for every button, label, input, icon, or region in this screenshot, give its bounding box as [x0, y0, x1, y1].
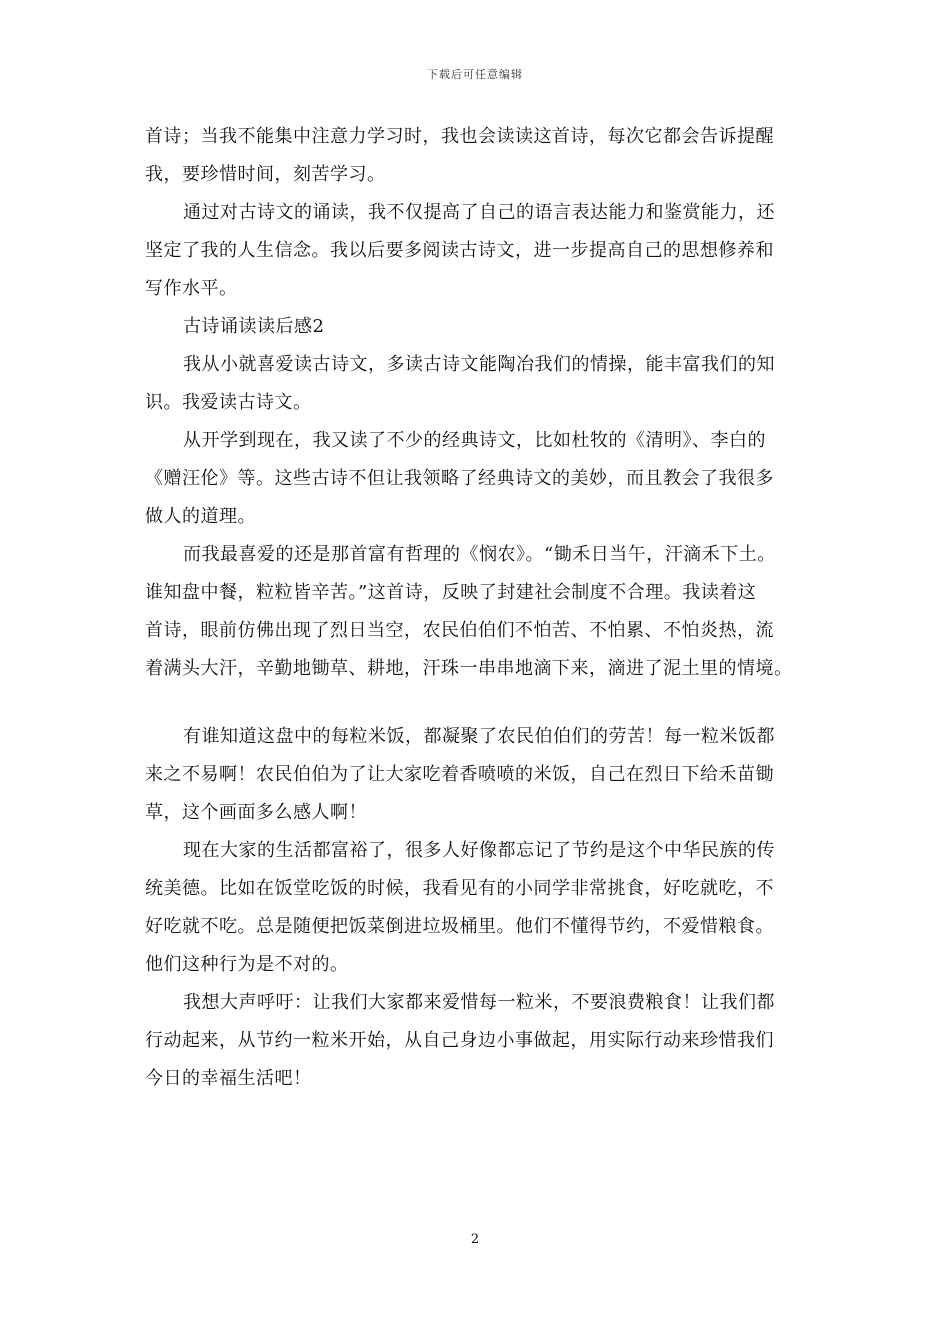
text-line: 写作水平。: [145, 278, 238, 299]
text-line: 《赠汪伦》等。这些古诗不但让我领略了经典诗文的美妙，而且教会了我很多: [145, 468, 774, 489]
text-line: 而我最喜爱的还是那首富有哲理的《悯农》。“锄禾日当午，汗滴禾下土。: [183, 544, 776, 565]
page-number: 2: [470, 1232, 480, 1247]
text-line: 着满头大汗，辛勤地锄草、耕地，汗珠一串串地滴下来，滴进了泥土里的情境。: [145, 658, 793, 679]
text-line: 行动起来，从节约一粒米开始，从自己身边小事做起，用实际行动来珍惜我们: [145, 1030, 774, 1051]
text-line: 通过对古诗文的诵读，我不仅提高了自己的语言表达能力和鉴赏能力，还: [183, 202, 775, 223]
page-header: 下载后可任意编辑: [427, 68, 523, 81]
text-line: 识。我爱读古诗文。: [145, 392, 312, 413]
section-heading: 古诗诵读读后感2: [183, 316, 325, 337]
text-line: 我想大声呼吁：让我们大家都来爱惜每一粒米，不要浪费粮食！让我们都: [183, 992, 775, 1013]
text-line: 统美德。比如在饭堂吃饭的时候，我看见有的小同学非常挑食，好吃就吃，不: [145, 878, 774, 899]
text-line: 来之不易啊！农民伯伯为了让大家吃着香喷喷的米饭，自己在烈日下给禾苗锄: [145, 764, 774, 785]
text-line: 做人的道理。: [145, 506, 256, 527]
text-line: 我从小就喜爱读古诗文，多读古诗文能陶冶我们的情操，能丰富我们的知: [183, 354, 775, 375]
document-body: [145, 118, 815, 1098]
text-line: 坚定了我的人生信念。我以后要多阅读古诗文，进一步提高自己的思想修养和: [145, 240, 774, 261]
text-line: 现在大家的生活都富裕了，很多人好像都忘记了节约是这个中华民族的传: [183, 840, 775, 861]
text-line: 有谁知道这盘中的每粒米饭，都凝聚了农民伯伯们的劳苦！每一粒米饭都: [183, 726, 775, 747]
text-line: 我，要珍惜时间，刻苦学习。: [145, 164, 386, 185]
paragraph-gap: [145, 688, 815, 718]
text-line: 草，这个画面多么感人啊！: [145, 802, 367, 823]
text-line: 首诗；当我不能集中注意力学习时，我也会读读这首诗，每次它都会告诉提醒: [145, 126, 774, 147]
text-line: 他们这种行为是不对的。: [145, 954, 349, 975]
text-line: 首诗，眼前仿佛出现了烈日当空，农民伯伯们不怕苦、不怕累、不怕炎热，流: [145, 620, 774, 641]
text-line: 好吃就不吃。总是随便把饭菜倒进垃圾桶里。他们不懂得节约，不爱惜粮食。: [145, 916, 774, 937]
text-line: 从开学到现在，我又读了不少的经典诗文，比如杜牧的《清明》、李白的: [183, 430, 766, 451]
text-line: 谁知盘中餐，粒粒皆辛苦。”这首诗，反映了封建社会制度不合理。我读着这: [145, 582, 757, 603]
text-line: 今日的幸福生活吧！: [145, 1068, 312, 1089]
